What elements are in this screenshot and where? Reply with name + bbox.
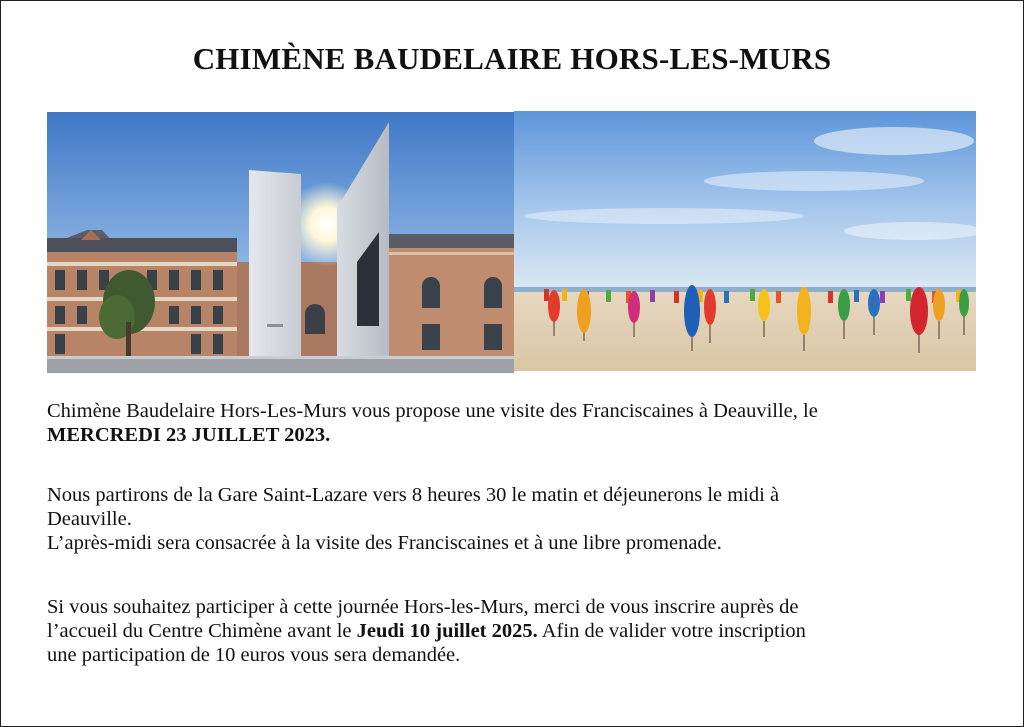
page-title: CHIMÈNE BAUDELAIRE HORS-LES-MURS [192,41,832,76]
franciscaines-building-photo [47,112,514,373]
registration-paragraph [47,595,977,667]
schedule-line-1: Nous partirons de la Gare Saint-Lazare vers 8 heures 30 le matin et déjeunerons le midi à [47,484,780,506]
deauville-beach-parasols-photo [514,111,976,371]
registration-line-2-suffix: Afin de valider votre inscription [537,620,806,642]
intro-paragraph [47,399,977,447]
event-date: MERCREDI 23 JUILLET 2023. [47,424,331,446]
intro-text: Chimène Baudelaire Hors-Les-Murs vous propose une visite des Franciscaines à Deauville, le [47,400,818,422]
registration-deadline: Jeudi 10 juillet 2025. [356,620,538,642]
registration-line-2-prefix: l’accueil du Centre Chimène avant le [47,620,357,642]
schedule-line-2: Deauville. [47,508,132,530]
registration-line-1: Si vous souhaitez participer à cette journée Hors-les-Murs, merci de vous inscrire auprès de [47,596,799,618]
registration-line-3: une participation de 10 euros vous sera demandée. [47,644,461,666]
schedule-paragraph [47,483,977,555]
schedule-line-3: L’après-midi sera consacrée à la visite des Franciscaines et à une libre promenade. [47,532,722,554]
